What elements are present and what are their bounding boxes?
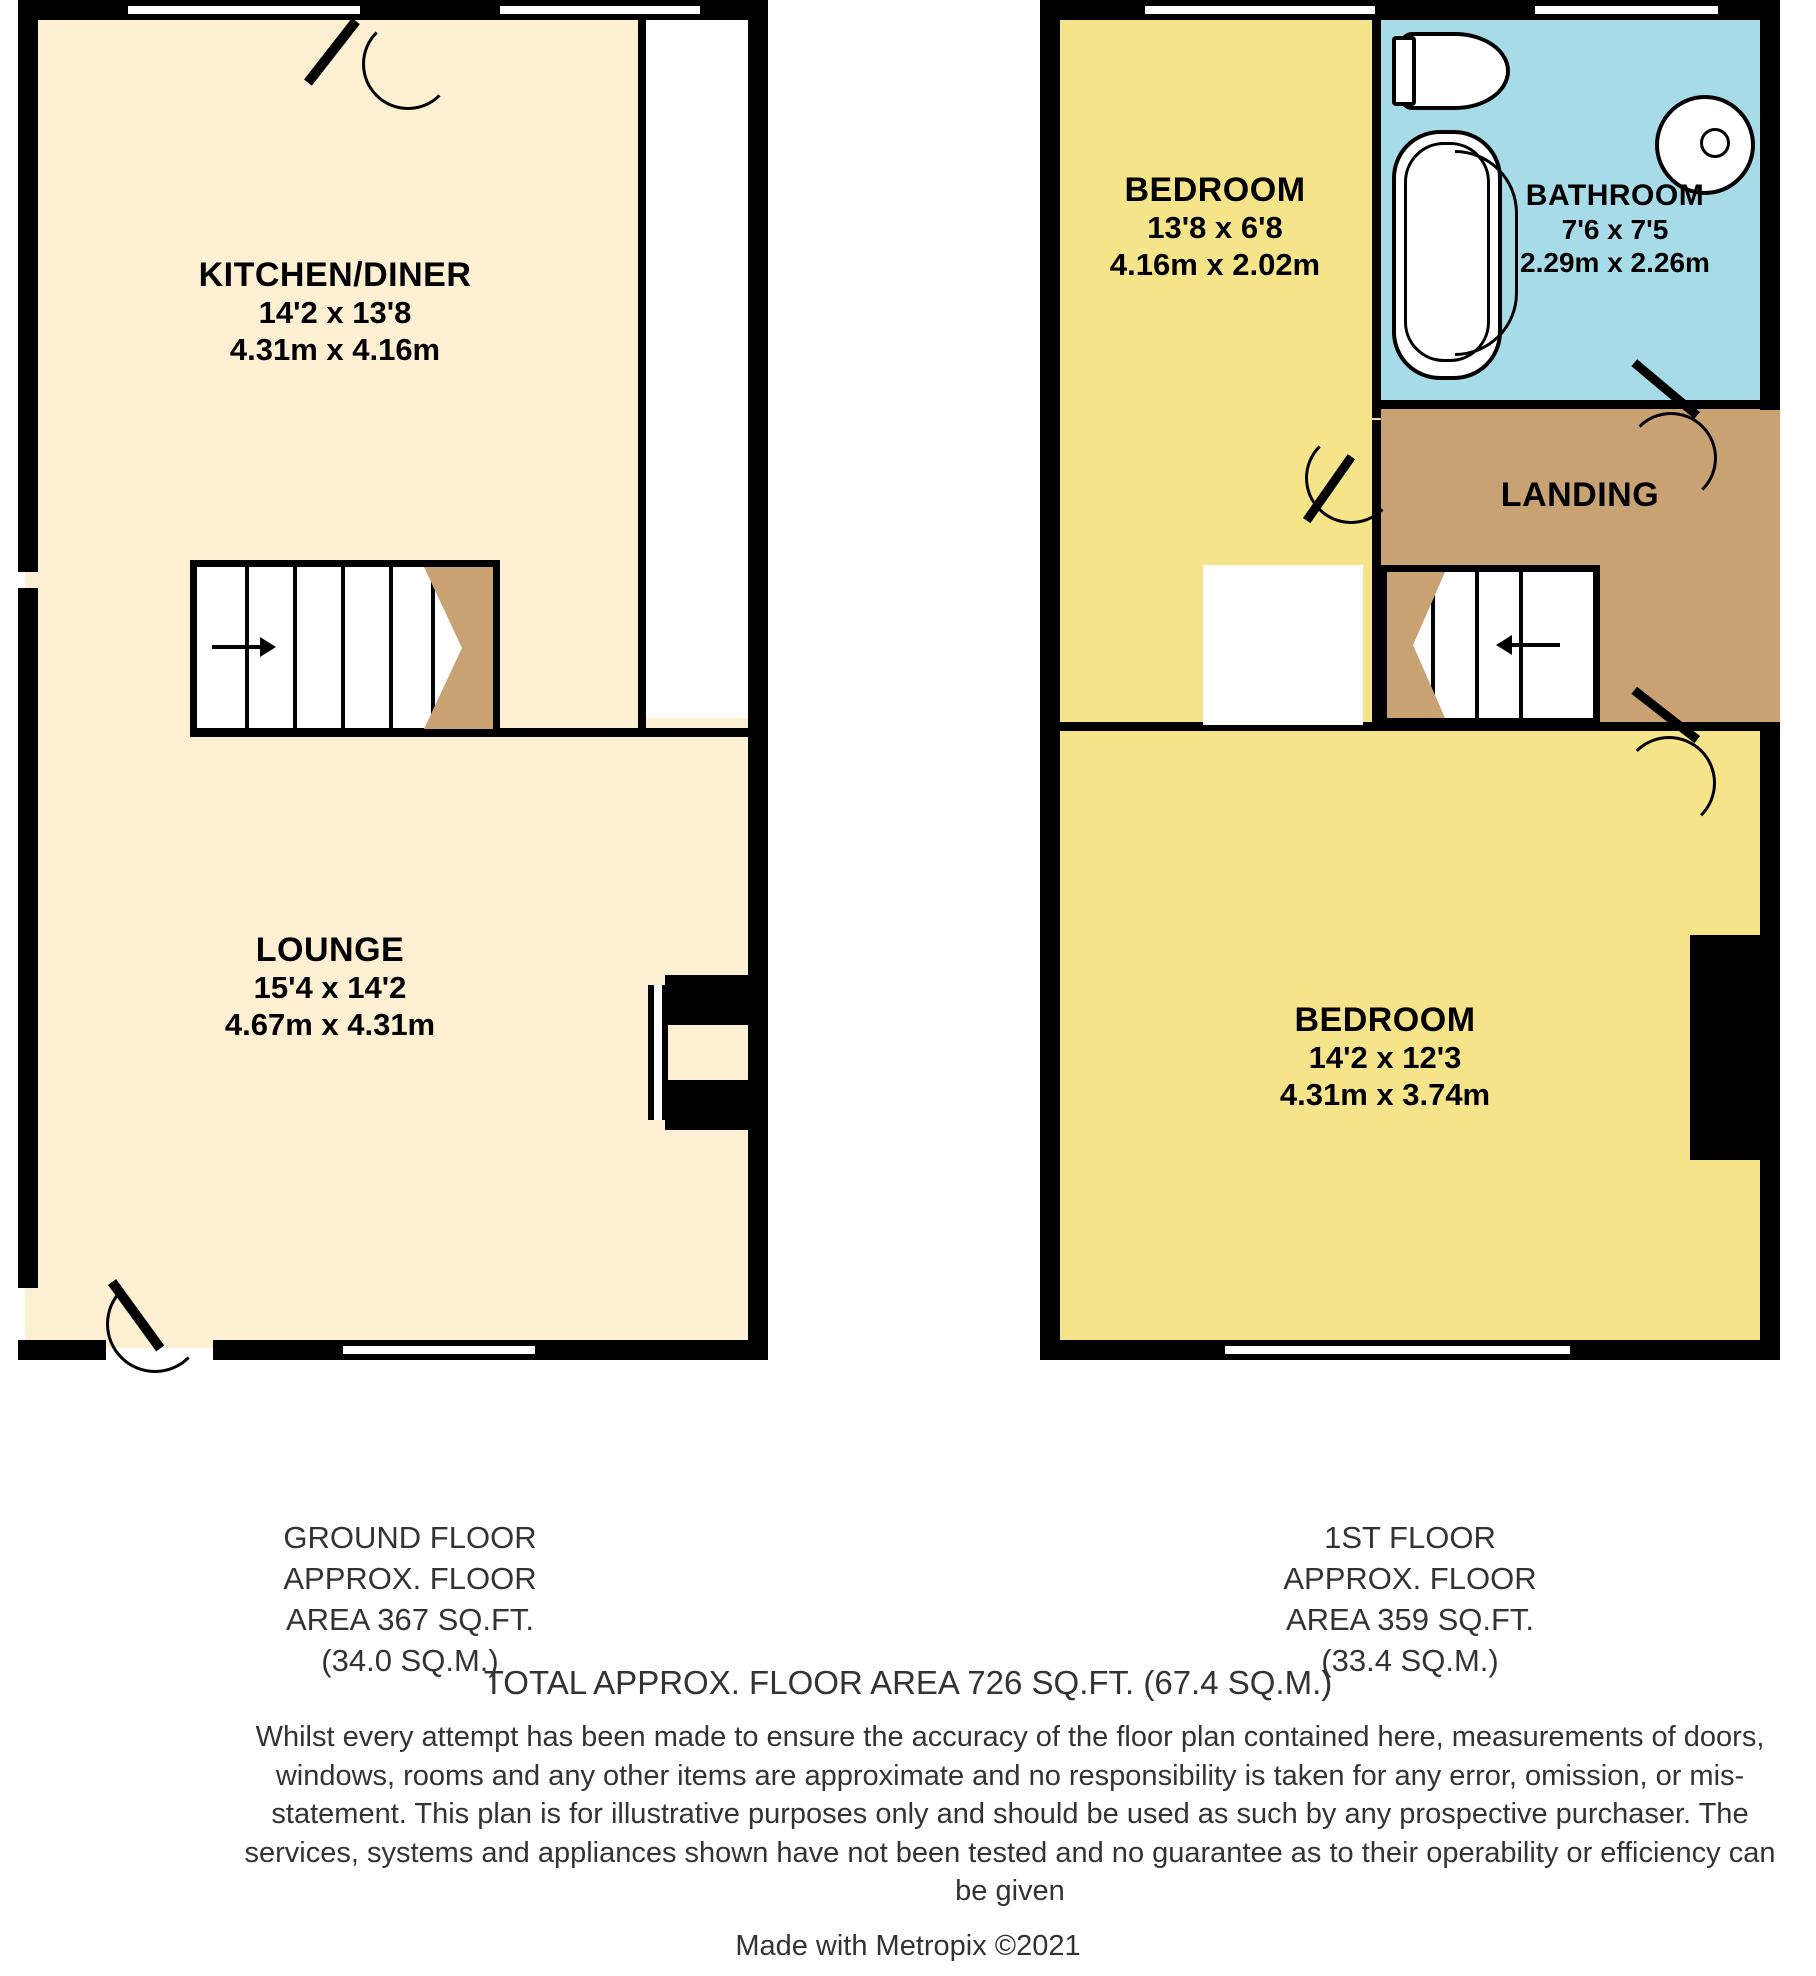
landing-name: LANDING bbox=[1500, 476, 1660, 514]
gf-wall-left-lower bbox=[18, 588, 38, 1288]
landing-label bbox=[1400, 475, 1760, 515]
gf-bay-block-top bbox=[665, 975, 768, 1025]
gf-front-door-swing bbox=[362, 18, 454, 110]
gf-window-bottom bbox=[343, 1340, 535, 1360]
metropix-credit: Made with Metropix ©2021 bbox=[735, 1930, 1081, 1962]
bathroom-name: BATHROOM bbox=[1525, 179, 1705, 212]
bathroom-label bbox=[1455, 178, 1775, 279]
gf-window-top-right bbox=[500, 0, 700, 20]
disclaimer-text: Whilst every attempt has been made to ensure the accuracy of the floor plan contained here, measurements of doors, windows, rooms and any other items are approximate and no responsibility is taken for any error, omission, or mis-statement. This plan is for illustrative purposes only and should be used as such by any prospective purchaser. The services, systems and appliances shown have not been tested and no guarantee as to their operability or efficiency can be given bbox=[244, 1721, 1776, 1908]
first-floor-summary-line3: AREA 359 SQ.FT. bbox=[1285, 1601, 1535, 1637]
first-floor-summary-line1: 1ST FLOOR bbox=[1324, 1520, 1496, 1555]
gf-internal-partition-vertical bbox=[638, 18, 646, 736]
gf-stair-direction-arrow bbox=[212, 645, 262, 649]
ff-wall-bottom-right bbox=[1570, 1340, 1780, 1360]
gf-wall-bottom-right bbox=[535, 1340, 768, 1360]
toilet-cistern-icon bbox=[1392, 36, 1416, 106]
first-floor-summary-line2: APPROX. FLOOR bbox=[1283, 1560, 1537, 1596]
gf-bay-block-bottom bbox=[665, 1080, 768, 1130]
bedroom-small-name: BEDROOM bbox=[1124, 171, 1306, 209]
bedroom-small-label bbox=[1035, 170, 1395, 283]
first-floor-area-summary bbox=[1130, 1518, 1690, 1682]
ff-wall-top-mid bbox=[1375, 0, 1535, 20]
lounge-name: LOUNGE bbox=[255, 931, 405, 969]
kitchen-diner-dim-imperial: 14'2 x 13'8 bbox=[258, 295, 412, 331]
ground-floor-summary-line3: AREA 367 SQ.FT. bbox=[285, 1601, 535, 1637]
gf-wall-top-mid bbox=[360, 0, 500, 20]
bathroom-dim-imperial: 7'6 x 7'5 bbox=[1561, 214, 1669, 246]
lounge-dim-imperial: 15'4 x 14'2 bbox=[253, 970, 407, 1006]
ff-wall-bathroom-landing-divider bbox=[1372, 400, 1780, 409]
lounge-label bbox=[95, 930, 565, 1043]
bedroom-large-name: BEDROOM bbox=[1294, 1001, 1476, 1039]
bathroom-dim-metric: 2.29m x 2.26m bbox=[1520, 247, 1710, 279]
kitchen-diner-name: KITCHEN/DINER bbox=[198, 256, 472, 294]
lounge-dim-metric: 4.67m x 4.31m bbox=[224, 1006, 436, 1042]
total-floor-area: TOTAL APPROX. FLOOR AREA 726 SQ.FT. (67.4 SQ.M.) bbox=[483, 1664, 1333, 1701]
gf-wall-bottom-mid bbox=[213, 1340, 343, 1360]
ff-wall-bottom-left bbox=[1040, 1340, 1225, 1360]
ff-bedroom-large-door-swing bbox=[1622, 736, 1716, 830]
ff-window-bottom bbox=[1225, 1340, 1570, 1360]
ff-stair-void bbox=[1203, 565, 1363, 725]
ff-window-top-left bbox=[1145, 0, 1375, 20]
ground-floor-summary-line4: (34.0 SQ.M.) bbox=[321, 1642, 499, 1678]
gf-wall-bottom-left bbox=[18, 1340, 106, 1360]
washbasin-taps-icon bbox=[1700, 128, 1730, 158]
gf-rear-door-swing bbox=[106, 1275, 204, 1373]
bedroom-large-label bbox=[1160, 1000, 1610, 1113]
ff-window-top-right bbox=[1535, 0, 1718, 20]
ff-stair-direction-arrow bbox=[1510, 643, 1560, 647]
bedroom-large-dim-metric: 4.31m x 3.74m bbox=[1279, 1076, 1491, 1112]
bedroom-small-dim-imperial: 13'8 x 6'8 bbox=[1147, 210, 1283, 246]
toilet-icon bbox=[1400, 32, 1510, 110]
first-floor-summary-line4: (33.4 SQ.M.) bbox=[1321, 1642, 1499, 1678]
bedroom-large-dim-imperial: 14'2 x 12'3 bbox=[1308, 1040, 1462, 1076]
bedroom-small-dim-metric: 4.16m x 2.02m bbox=[1109, 246, 1321, 282]
ff-bedroom-recess-block bbox=[1690, 935, 1780, 1160]
gf-wall-left-upper bbox=[18, 0, 38, 572]
kitchen-diner-dim-metric: 4.31m x 4.16m bbox=[229, 331, 441, 367]
kitchen-diner-label bbox=[90, 255, 580, 368]
ground-floor-area-summary bbox=[130, 1518, 690, 1682]
ff-bedroom-small-door-swing bbox=[1305, 432, 1397, 524]
gf-wall-right bbox=[748, 0, 768, 1360]
kitchen-diner-upper-right-fill bbox=[645, 18, 760, 718]
gf-window-top-left bbox=[128, 0, 360, 20]
ground-floor-summary-line1: GROUND FLOOR bbox=[283, 1520, 537, 1555]
ground-floor-summary-line2: APPROX. FLOOR bbox=[283, 1560, 537, 1596]
